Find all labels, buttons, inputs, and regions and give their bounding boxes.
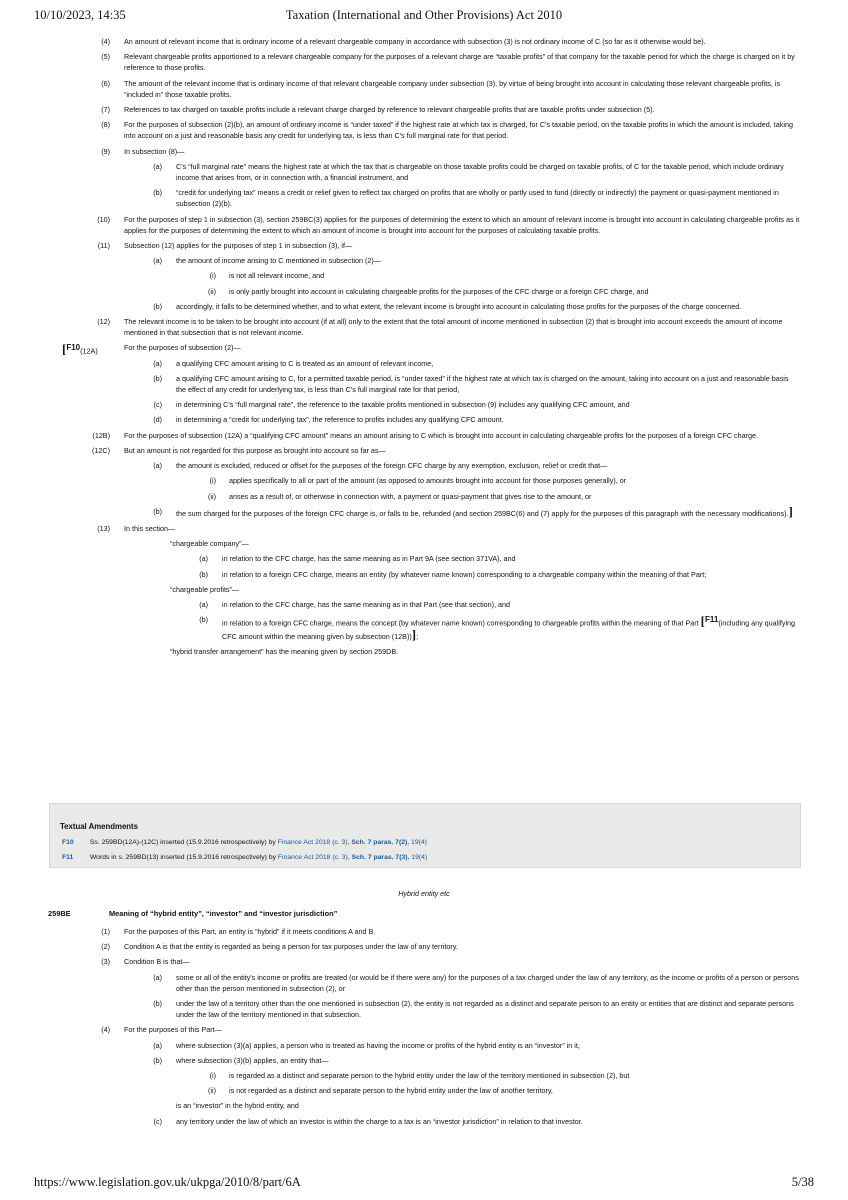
paragraph-11a bbox=[0, 255, 848, 266]
subsection-10 bbox=[0, 214, 848, 236]
amendments-heading: Textual Amendments bbox=[60, 822, 138, 831]
paragraph-number: (a) bbox=[153, 256, 162, 266]
subsection-number: (5) bbox=[101, 52, 110, 62]
s259be-paragraph-4c bbox=[0, 1116, 848, 1127]
paragraph-number: (b) bbox=[153, 301, 162, 311]
act-link[interactable]: Finance Act 2018 (c. 3) bbox=[277, 839, 348, 846]
schedule-link[interactable]: Sch. 7 paras. 7(2) bbox=[351, 839, 408, 846]
definition-cp-a bbox=[0, 599, 848, 610]
paragraph-number: (b) bbox=[153, 1055, 162, 1065]
amendment-marker bbox=[62, 342, 112, 357]
insertion-close-bracket: ] bbox=[411, 626, 417, 642]
paragraph-9a bbox=[0, 161, 848, 183]
subparagraph-11a-i bbox=[0, 270, 848, 281]
source-url[interactable]: https://www.legislation.gov.uk/ukpga/2010/8/part/6A bbox=[34, 1175, 301, 1189]
subparagraph-11a-ii bbox=[0, 286, 848, 297]
subparagraph-12c-a-i bbox=[0, 475, 848, 486]
subsection-5 bbox=[0, 51, 848, 73]
subparagraph-text: is only partly brought into account in calculating chargeable profits for the purposes of the CFC charge or a foreign CFC charge, and bbox=[229, 286, 649, 296]
paragraph-12c-a bbox=[0, 460, 848, 471]
amendment-ref-f11[interactable]: F11 bbox=[704, 615, 719, 625]
section-title: Meaning of “hybrid entity”, “investor” and “investor jurisdiction” bbox=[109, 909, 338, 918]
paragraph-number: (c) bbox=[153, 400, 162, 410]
subsection-number: (1) bbox=[101, 927, 110, 936]
subsection-number: (12A) bbox=[80, 346, 98, 356]
subparagraph-number: (i) bbox=[209, 1071, 216, 1081]
paragraph-text: where subsection (3)(a) applies, a person who is treated as having the income or profits of the hybrid entity is an “investor” in it, bbox=[176, 1040, 580, 1050]
subsection-6 bbox=[0, 78, 848, 100]
subsection-4 bbox=[0, 36, 848, 47]
s259be-subsection-4 bbox=[0, 1024, 848, 1035]
paragraph-number: (a) bbox=[153, 358, 162, 368]
subsection-number: (3) bbox=[101, 957, 110, 967]
subsection-number: (12) bbox=[97, 317, 110, 327]
subparagraph-12c-a-ii bbox=[0, 491, 848, 502]
paragraph-11b bbox=[0, 301, 848, 312]
subsection-11 bbox=[0, 240, 848, 251]
paragraph-link[interactable]: 19(4) bbox=[411, 839, 427, 846]
paragraph-number: (a) bbox=[153, 161, 162, 171]
s259be-subsection-2 bbox=[0, 941, 848, 952]
paragraph-text: is an “investor” in the hybrid entity, and bbox=[176, 1101, 299, 1111]
subsection-text: For the purposes of subsection (2)— bbox=[124, 343, 241, 353]
subparagraph-text: is not regarded as a distinct and separate person to the hybrid entity under the law of another territory, bbox=[229, 1086, 553, 1096]
paragraph-number: (a) bbox=[153, 1040, 162, 1050]
paragraph-number: (b) bbox=[199, 569, 208, 579]
amendment-f11: F11 Words in s. 259BD(13) inserted (15.9.2016 retrospectively) by Finance Act 2018 (c. 3), Sch. 7 paras. 7(3), 19(4) bbox=[62, 854, 428, 861]
paragraph-text: in relation to the CFC charge, has the same meaning as in that Part (see that section), and bbox=[222, 599, 511, 609]
paragraph-number: (b) bbox=[153, 373, 162, 383]
s259be-paragraph-4a bbox=[0, 1040, 848, 1051]
subsection-12b bbox=[0, 430, 848, 441]
subparagraph-text: applies specifically to all or part of the amount (as opposed to amounts brought into account for those purposes generally), or bbox=[229, 476, 627, 486]
paragraph-text-body: in relation to a foreign CFC charge, means the concept (by whatever name known) corresponding to chargeable profits within the meaning of that Part bbox=[222, 618, 699, 628]
act-link[interactable]: Finance Act 2018 (c. 3) bbox=[277, 854, 348, 861]
paragraph-text: in determining C's “full marginal rate”, the reference to the taxable profits mentioned in subsection (9) includes any qualifying CFC amount, and bbox=[176, 400, 630, 410]
amendment-f10: F10 Ss. 259BD(12A)-(12C) inserted (15.9.2016 retrospectively) by Finance Act 2018 (c. 3), Sch. 7 paras. 7(2), 19(4) bbox=[62, 839, 427, 846]
subsection-text: An amount of relevant income that is ordinary income of a relevant chargeable company in accordance with subsection (3) is not ordinary income of C (so far as it otherwise would be). bbox=[124, 37, 706, 46]
subsection-12a bbox=[0, 341, 848, 357]
paragraph-12a-d bbox=[0, 414, 848, 425]
paragraph-12a-a bbox=[0, 358, 848, 369]
subsection-number: (4) bbox=[101, 1025, 110, 1035]
paragraph-text: in determining a “credit for underlying tax”, the reference to profits includes any qualifying CFC amount. bbox=[176, 415, 504, 425]
subsection-text: But an amount is not regarded for this purpose as brought into account so far as— bbox=[124, 445, 386, 455]
definition-term: “chargeable profits”— bbox=[170, 584, 240, 594]
definition-text: “hybrid transfer arrangement” has the meaning given by section 259DB. bbox=[170, 646, 399, 656]
subparagraph-number: (i) bbox=[209, 476, 216, 486]
section-number: 259BE bbox=[48, 909, 71, 918]
insertion-open-bracket: [ bbox=[700, 613, 705, 629]
s259be-paragraph-3b bbox=[0, 998, 848, 1020]
definition-cc-a bbox=[0, 553, 848, 564]
paragraph-text: accordingly, it falls to be determined whether, and to what extent, the relevant income is brought into account in calculating those profits for the purposes of the charge concerned. bbox=[176, 301, 742, 311]
subparagraph-number: (i) bbox=[209, 271, 216, 281]
insertion-open-bracket: [ bbox=[62, 341, 67, 357]
subsection-number: (12C) bbox=[92, 445, 110, 455]
paragraph-link[interactable]: 19(4) bbox=[411, 854, 428, 861]
paragraph-number: (b) bbox=[153, 506, 162, 516]
paragraph-text: the amount of income arising to C mentioned in subsection (2)— bbox=[176, 256, 381, 266]
subsection-13 bbox=[0, 523, 848, 534]
insertion-close-bracket: ] bbox=[788, 503, 793, 519]
subsection-text: Condition A is that the entity is regarded as being a person for tax purposes under the law of any territory. bbox=[124, 942, 458, 952]
paragraph-number: (b) bbox=[153, 188, 162, 198]
paragraph-text: the amount is excluded, reduced or offset for the purposes of the foreign CFC charge by any exemption, exclusion, relief or credit that— bbox=[176, 461, 608, 471]
paragraph-12a-c bbox=[0, 399, 848, 410]
subsection-number: (6) bbox=[101, 78, 110, 88]
paragraph-number: (b) bbox=[153, 999, 162, 1009]
subparagraph-text: is regarded as a distinct and separate person to the hybrid entity under the law of the territory mentioned in subsection (2), but bbox=[229, 1071, 630, 1081]
punctuation: ; bbox=[416, 631, 419, 641]
section-body bbox=[0, 36, 848, 661]
subparagraph-text: is not all relevant income, and bbox=[229, 271, 325, 281]
paragraph-text: under the law of a territory other than the one mentioned in subsection (2), the entity is not regarded as a distinct and separate person to an entity or entities that are distinct and separate persons under the law of the territory mentioned in that subsection. bbox=[176, 999, 794, 1020]
definition-chargeable-company bbox=[0, 538, 848, 549]
paragraph-text: in relation to the CFC charge, has the same meaning as in Part 9A (see section 371VA), and bbox=[222, 554, 516, 564]
subparagraph-number: (ii) bbox=[208, 491, 216, 501]
inserted-words: (including any qualifying CFC amount within the meaning given by subsection (12B)) bbox=[222, 618, 796, 641]
subsection-number: (13) bbox=[97, 523, 110, 533]
subsection-text: Condition B is that— bbox=[124, 957, 190, 967]
subsection-number: (12B) bbox=[92, 430, 110, 440]
definition-hybrid-transfer bbox=[0, 646, 848, 657]
s259be-subparagraph-4b-i bbox=[0, 1070, 848, 1081]
paragraph-text: a qualifying CFC amount arising to C, for a permitted taxable period, is “under taxed” if the highest rate at which tax is charged on the amount, taking into account on a just and reasonable basis the effect of any credit for underlying tax, is less than C's full marginal rate for that period, bbox=[176, 373, 789, 395]
amendment-text: Words in s. 259BD(13) inserted (15.9.2016 retrospectively) by bbox=[89, 854, 277, 861]
subsection-number: (10) bbox=[97, 214, 110, 224]
page-number: 5/38 bbox=[791, 1175, 814, 1189]
paragraph-number: (b) bbox=[199, 615, 208, 625]
subsection-number: (2) bbox=[101, 942, 110, 952]
subparagraph-text: arises as a result of, or otherwise in connection with, a payment or quasi-payment that gives rise to the amount, or bbox=[229, 491, 592, 501]
paragraph-text: in relation to a foreign CFC charge, means an entity (by whatever name known) corresponding to a chargeable company within the meaning of that Part; bbox=[222, 569, 707, 579]
paragraph-text: “credit for underlying tax” means a credit or relief given to reflect tax charged on profits that are wholly or partly used to fund (directly or indirectly) the payment or quasi-payment mentioned in subsection (2)(b). bbox=[176, 188, 779, 209]
subsection-text: For the purposes of subsection (12A) a “qualifying CFC amount” means an amount arising to C which is brought into account in calculating chargeable profits for the purposes of a foreign CFC charge. bbox=[124, 430, 759, 440]
subsection-text: The relevant income is to be taken to be brought into account (if at all) only to the extent that the total amount of income mentioned in subsection (2) that is brought into account exceeds the amount of income mentioned in that subsection that is not relevant income. bbox=[124, 317, 783, 338]
subsection-number: (9) bbox=[101, 146, 110, 156]
paragraph-number: (a) bbox=[199, 599, 208, 609]
paragraph-number: (a) bbox=[199, 554, 208, 564]
subsection-9 bbox=[0, 146, 848, 157]
definition-chargeable-profits bbox=[0, 584, 848, 595]
textual-amendments-box bbox=[49, 803, 801, 868]
paragraph-12a-b bbox=[0, 373, 848, 395]
paragraph-text: some or all of the entity's income or profits are treated (or would be if there were any) for the purposes of a tax charged under the law of any territory, as the income or profits of a person or persons other than the person mentioned in subsection (2), or bbox=[176, 972, 799, 993]
s259be-paragraph-3a bbox=[0, 972, 848, 994]
subsection-text: In this section— bbox=[124, 523, 176, 533]
paragraph-12c-b bbox=[0, 503, 848, 519]
print-datetime: 10/10/2023, 14:35 bbox=[34, 8, 126, 22]
subsection-12c bbox=[0, 445, 848, 456]
subsection-text: For the purposes of this Part, an entity is “hybrid” if it meets conditions A and B. bbox=[124, 927, 376, 936]
s259be-subsection-3 bbox=[0, 956, 848, 967]
paragraph-text: where subsection (3)(b) applies, an entity that— bbox=[176, 1055, 329, 1065]
amendment-key[interactable]: F10 bbox=[62, 839, 74, 846]
paragraph-number: (d) bbox=[153, 415, 162, 425]
paragraph-text: any territory under the law of which an investor is within the charge to a tax is an “investor jurisdiction” in relation to that investor. bbox=[176, 1116, 583, 1126]
subsection-text: The amount of the relevant income that is ordinary income of that relevant chargeable company under subsection (3), by virtue of being brought into account in calculating those relevant chargeable profits, is “included in” those taxable profits. bbox=[124, 78, 781, 99]
amendment-text: Ss. 259BD(12A)-(12C) inserted (15.9.2016 retrospectively) by bbox=[89, 839, 276, 846]
definition-cp-b bbox=[0, 614, 848, 642]
subsection-number: (7) bbox=[101, 105, 110, 115]
subsection-number: (4) bbox=[101, 37, 110, 46]
s259be-paragraph-4b-tail bbox=[0, 1100, 848, 1111]
paragraph-number: (a) bbox=[153, 972, 162, 982]
cross-heading: Hybrid entity etc bbox=[398, 889, 450, 898]
subparagraph-number: (ii) bbox=[208, 1086, 216, 1096]
subsection-12 bbox=[0, 316, 848, 338]
paragraph-number: (a) bbox=[153, 461, 162, 471]
subsection-text: References to tax charged on taxable profits include a relevant charge charged by reference to relevant chargeable profits that are taxable profits under subsection (5). bbox=[124, 105, 655, 115]
section-259be-body bbox=[0, 926, 848, 1131]
subsection-number: (8) bbox=[101, 120, 110, 130]
amendment-key[interactable]: F11 bbox=[62, 854, 74, 861]
paragraph-number: (c) bbox=[153, 1116, 162, 1126]
paragraph-text bbox=[176, 503, 800, 519]
s259be-subparagraph-4b-ii bbox=[0, 1085, 848, 1096]
paragraph-text bbox=[222, 614, 800, 642]
definition-term: “chargeable company”— bbox=[170, 539, 249, 549]
amendment-ref-f10[interactable]: F10 bbox=[66, 343, 81, 353]
paragraph-text: a qualifying CFC amount arising to C is treated as an amount of relevant income, bbox=[176, 358, 434, 368]
subsection-text: For the purposes of step 1 in subsection (3), section 259BC(3) applies for the purposes of determining the extent to which an amount of relevant income is brought into account in calculating chargeable profits as it applies for the purposes of determining the extent to which an amount of income is brought into account for the purposes of calculating taxable profits. bbox=[124, 214, 800, 235]
paragraph-text-body: the sum charged for the purposes of the foreign CFC charge is, or falls to be, refunded (and section 259BC(6) and (7) apply for the purposes of this paragraph with the necessary modifications). bbox=[176, 508, 789, 518]
subsection-number: (11) bbox=[97, 241, 110, 251]
paragraph-9b bbox=[0, 187, 848, 209]
subsection-text: For the purposes of this Part— bbox=[124, 1025, 222, 1035]
page-header bbox=[0, 8, 848, 28]
subsection-7 bbox=[0, 104, 848, 115]
subsection-text: For the purposes of subsection (2)(b), an amount of ordinary income is “under taxed” if the highest rate at which tax is charged, for C's taxable period, on the taxable profits in which the amount is included, taking into account on a just and reasonable basis any credit for underlying tax, is less than C's full marginal rate for that period. bbox=[124, 120, 793, 141]
paragraph-text: C's “full marginal rate” means the highest rate at which the tax that is chargeable on those taxable profits could be charged on taxable profits, of C for the taxable period, which include ordinary income that arises from, or in connection with, a financial instrument, and bbox=[176, 161, 784, 183]
definition-cc-b bbox=[0, 569, 848, 580]
subparagraph-number: (ii) bbox=[208, 286, 216, 296]
schedule-link[interactable]: Sch. 7 paras. 7(3) bbox=[351, 854, 408, 861]
subsection-text: Relevant chargeable profits apportioned to a relevant chargeable company for the purposes of a relevant charge are “taxable profits” of that company for the taxable period for which the charge is charged on it by reference to those profits. bbox=[124, 52, 795, 73]
s259be-subsection-1 bbox=[0, 926, 848, 937]
document-title: Taxation (International and Other Provisions) Act 2010 bbox=[285, 8, 563, 22]
subsection-text: Subsection (12) applies for the purposes of step 1 in subsection (3), if— bbox=[124, 241, 353, 251]
subsection-text: In subsection (8)— bbox=[124, 146, 185, 156]
s259be-paragraph-4b bbox=[0, 1055, 848, 1066]
subsection-8 bbox=[0, 119, 848, 141]
